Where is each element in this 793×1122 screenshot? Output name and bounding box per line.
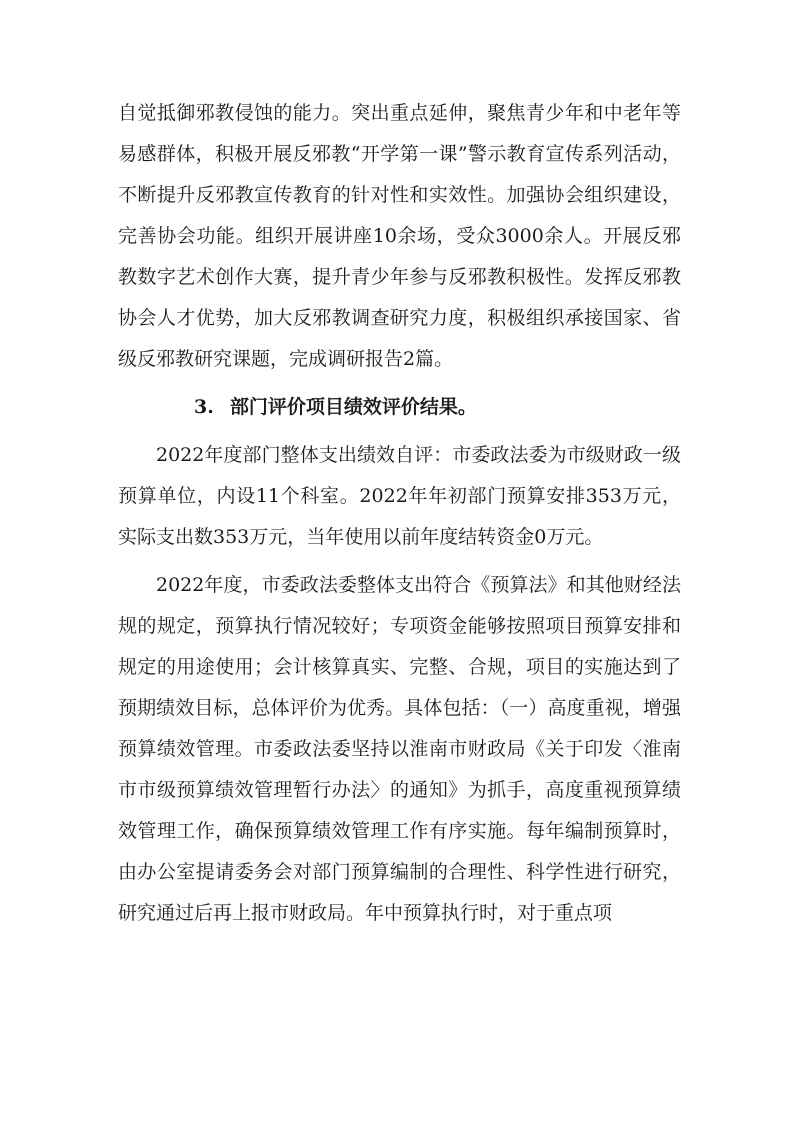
paragraph-continued: 自觉抵御邪教侵蚀的能力。突出重点延伸，聚焦青少年和中老年等易感群体，积极开展反邪教“开学第一课”警示教育宣传系列活动，不断提升反邪教宣传教育的针对性和实效性。加强协会组织建设，完善协会功能。组织开展讲座10余场，受众3000余人。开展反邪教数字艺术创作大赛，提升青少年参与反邪教积极性。发挥反邪教协会人才优势，加大反邪教调查研究力度，积极组织承接国家、省级反邪教研究课题，完成调研报告2篇。	[118, 102, 681, 370]
section-heading	[118, 387, 681, 428]
paragraph-self-evaluation: 2022年度部门整体支出绩效自评：市委政法委为市级财政一级预算单位，内设11个科室。2022年年初部门预算安排353万元，实际支出数353万元，当年使用以前年度结转资金0万元。	[118, 444, 681, 548]
document-body	[118, 93, 681, 941]
section-title: 部门评价项目绩效评价结果。	[229, 396, 477, 418]
section-number: 3.	[194, 396, 214, 418]
paragraph-overall-assessment: 2022年度，市委政法委整体支出符合《预算法》和其他财经法规的规定，预算执行情况较好；专项资金能够按照项目预算安排和规定的用途使用；会计核算真实、完整、合规，项目的实施达到了预期绩效目标，总体评价为优秀。具体包括：（一）高度重视，增强预算绩效管理。市委政法委坚持以淮南市财政局《关于印发〈淮南市市级预算绩效管理暂行办法〉的通知》为抓手，高度重视预算绩效管理工作，确保预算绩效管理工作有序实施。每年编制预算时，由办公室提请委务会对部门预算编制的合理性、科学性进行研究，研究通过后再上报市财政局。年中预算执行时，对于重点项	[118, 574, 681, 924]
